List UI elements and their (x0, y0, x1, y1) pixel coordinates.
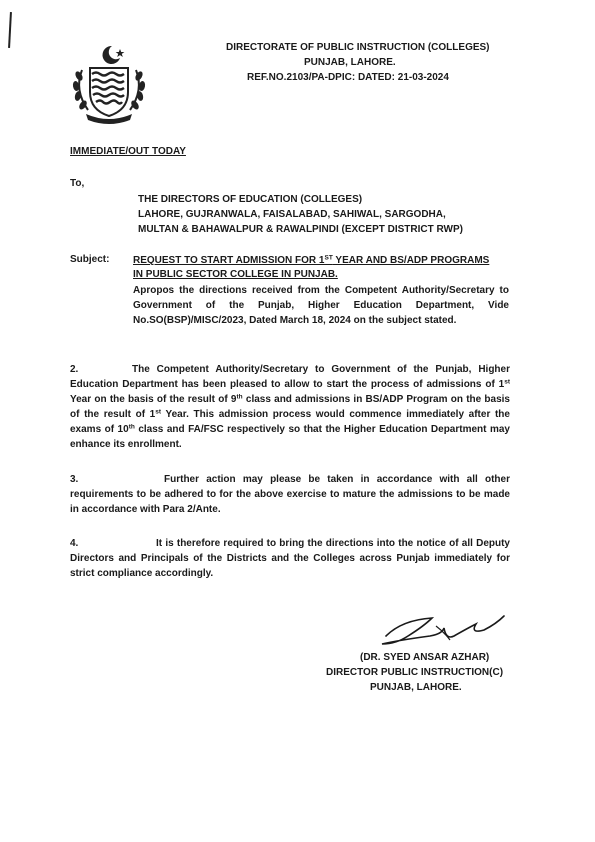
signatory-location: PUNJAB, LAHORE. (370, 682, 462, 693)
letterhead (226, 40, 526, 85)
punjab-emblem-icon (66, 40, 152, 124)
office-location: PUNJAB, LAHORE. (304, 57, 396, 68)
addressee-line: THE DIRECTORS OF EDUCATION (COLLEGES) (138, 194, 363, 205)
reference-number: REF.NO.2103/PA-DPIC: DATED: 21-03-2024 (247, 72, 449, 83)
addressee-line: LAHORE, GUJRANWALA, FAISALABAD, SAHIWAL, SARGODHA, (138, 209, 446, 220)
paragraph-4: 4. It is therefore required to bring the directions into the notice of all Deputy Directors and Principals of the Districts and the Colleges across Punjab immediately for strict compliance accordingly. (70, 538, 510, 579)
addressee-line: MULTAN & BAHAWALPUR & RAWALPINDI (EXCEPT DISTRICT RWP) (138, 224, 463, 235)
office-name: DIRECTORATE OF PUBLIC INSTRUCTION (COLLEGES) (226, 42, 490, 53)
signature-icon (372, 606, 512, 652)
paragraph-number: 4. (70, 538, 79, 549)
subject-line-2: IN PUBLIC SECTOR COLLEGE IN PUNJAB. (133, 269, 338, 280)
paragraph-2: 2. The Competent Authority/Secretary to Government of the Punjab, Higher Education Department has been pleased to allow to start the process of admissions of 1st Year on the basis of the result of 9th class and admissions in BS/ADP Program on the basis of the result of 1st Year. This admission process would commence immediately after the exams of 10th class and FA/FSC respectively so that the Higher Education Department may enhance its enrollment. (70, 364, 510, 450)
subject-label: Subject: (70, 254, 110, 265)
paragraph-3: 3. Further action may please be taken in accordance with all other requirements to be adhered to for the above exercise to mature the admissions to be made in accordance with Para 2/Ante. (70, 474, 510, 515)
priority-marking: IMMEDIATE/OUT TODAY (70, 146, 186, 157)
signatory-name: (DR. SYED ANSAR AZHAR) (360, 652, 490, 663)
to-label: To, (70, 178, 85, 189)
paragraph-number: 3. (70, 474, 79, 485)
signatory-title: DIRECTOR PUBLIC INSTRUCTION(C) (326, 667, 504, 678)
subject-line-1: REQUEST TO START ADMISSION FOR 1ST YEAR AND BS/ADP PROGRAMS (133, 254, 490, 266)
margin-pen-mark (8, 12, 12, 48)
signatory-block (326, 650, 526, 695)
subject-text (133, 254, 528, 282)
apropos-paragraph: Apropos the directions received from the Competent Authority/Secretary to Government of the Punjab, Higher Education Department, Vide No.SO(BSP)/MISC/2023, Dated March 18, 2024 on the subject stated. (133, 285, 509, 326)
paragraph-number: 2. (70, 364, 79, 375)
addressee-block (138, 192, 518, 237)
